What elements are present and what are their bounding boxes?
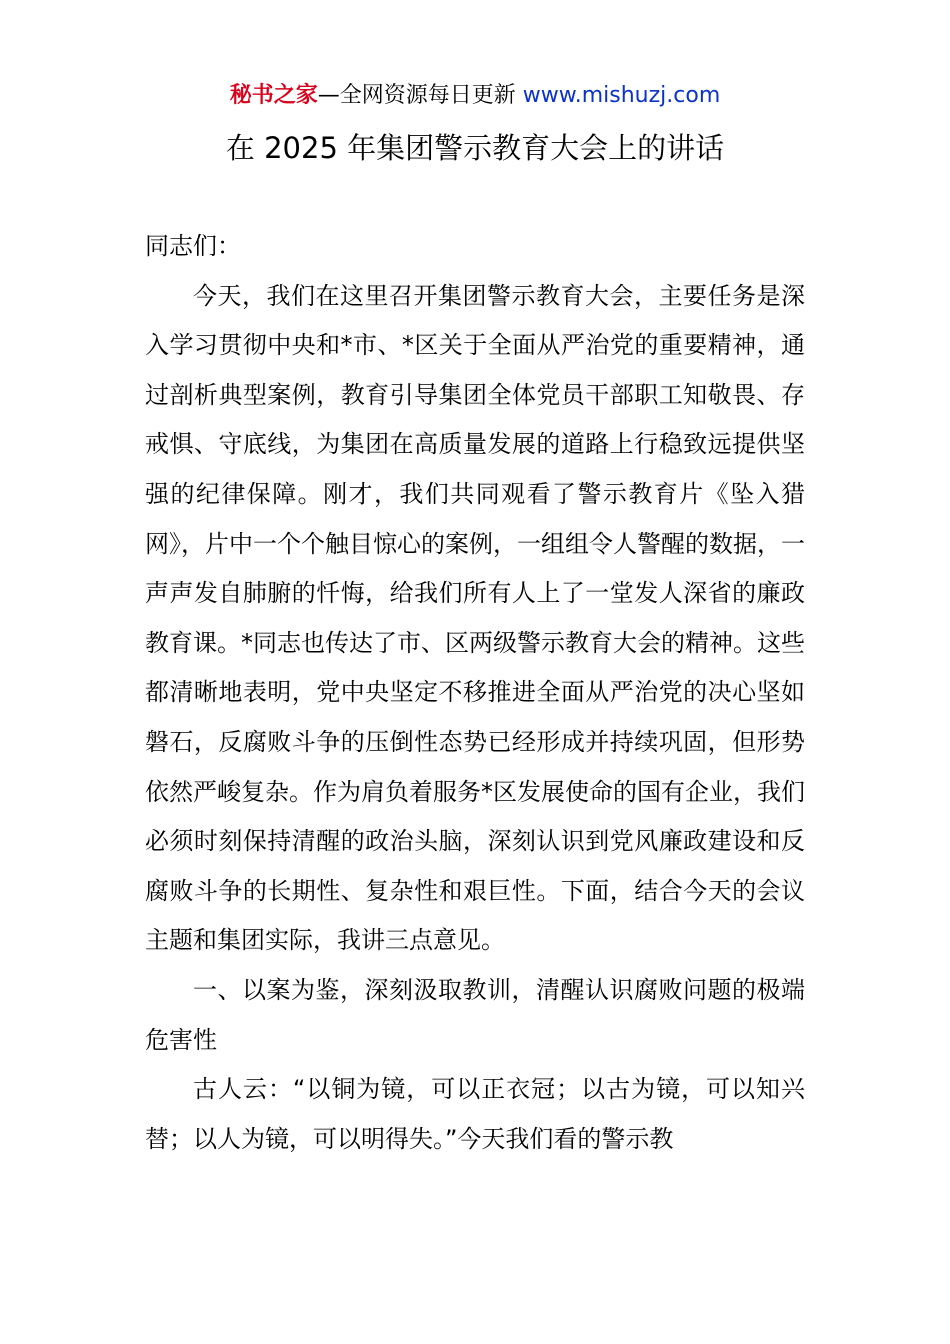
section-1-heading: 一、以案为鉴，深刻汲取教训，清醒认识腐败问题的极端危害性 (145, 975, 805, 1054)
document-title: 在 2025 年集团警示教育大会上的讲话 (225, 131, 725, 165)
greeting: 同志们： (145, 232, 241, 260)
site-name: 秘书之家 (229, 83, 318, 108)
paragraph-1: 今天，我们在这里召开集团警示教育大会，主要任务是深入学习贯彻中央和*市、*区关于全面从严治党的重要精神，通过剖析典型案例，教育引导集团全体党员干部职工知敬畏、存戒惧、守底线，为集团在高质量发展的道路上行稳致远提供坚强的纪律保障。刚才，我们共同观看了警示教育片《坠入猎网》，片中一个个触目惊心的案例，一组组令人警醒的数据，一声声发自肺腑的忏悔，给我们所有人上了一堂发人深省的廉政教育课。*同志也传达了市、区两级警示教育大会的精神。这些都清晰地表明，党中央坚定不移推进全面从严治党的决心坚如磐石，反腐败斗争的压倒性态势已经形成并持续巩固，但形势依然严峻复杂。作为肩负着服务*区发展使命的国有企业，我们必须时刻保持清醒的政治头脑，深刻认识到党风廉政建设和反腐败斗争的长期性、复杂性和艰巨性。下面，结合今天的会议主题和集团实际，我讲三点意见。 (145, 281, 805, 955)
paragraph-2: 古人云：“以铜为镜，可以正衣冠；以古为镜，可以知兴替；以人为镜，可以明得失。”今天我们看的警示教 (145, 1075, 805, 1153)
site-header (0, 80, 950, 112)
document-body (145, 222, 805, 1164)
site-url[interactable]: www.mishuzj.com (522, 83, 721, 108)
site-tagline: —全网资源每日更新 (317, 83, 516, 108)
